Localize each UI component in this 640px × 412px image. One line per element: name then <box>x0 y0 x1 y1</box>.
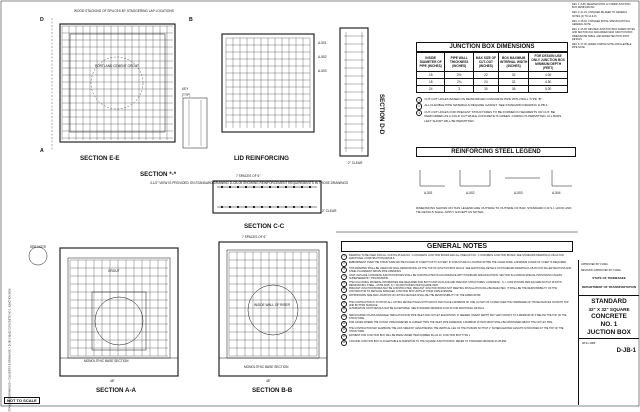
section-cc-spacing: 7 SPACES OF 6" <box>236 174 261 178</box>
bar-dot <box>221 206 223 208</box>
bar-dot <box>269 206 271 208</box>
section-bb-spacing: 7 SPACES OF 6" <box>242 235 267 239</box>
table-cell: 4.00 <box>529 72 568 79</box>
section-dd-view <box>340 28 385 165</box>
lid-rebar-grid <box>226 38 310 128</box>
table-header: MAX SIZE OF CUT-OUT (INCHES) <box>473 53 498 72</box>
junction-box-note: 1 CUT-OUT HOLES BASED ON REINFORCED CONCRETE PIPE WITH WALL TYPE "B". <box>416 97 566 103</box>
table-cell: 4.50 <box>529 79 568 86</box>
drawing-title-line: NO. 1 <box>600 320 618 328</box>
legend-mark-4: A-504 <box>552 191 561 195</box>
section-star-wall <box>183 98 207 148</box>
general-notes-list <box>341 254 573 346</box>
section-cc-title: SECTION C-C <box>244 223 285 230</box>
section-star-title: SECTION *-* <box>140 171 177 178</box>
list-item: 5 THE FOLLOWING MATERIAL PROPERTIES ARE REQUIRED FOR BOTH CAST-IN-PLACE AND PRECAST STRUCTURES: CONCRETE - f'c = 3,000 POUNDS PER SQUARE INCH AT 28 DAYS. REINFORCING STEEL - ASTM A615, Fy = 60,000 POUNDS PER SQUARE INCH. <box>341 281 573 287</box>
section-aa-monolithic: MONOLITHIC BASE SECTION <box>84 359 129 363</box>
bar-dot <box>261 206 263 208</box>
section-ee-view <box>40 9 193 162</box>
section-dd-title: SECTION D-D <box>378 94 385 135</box>
drawing-number: D-JB-1 <box>616 348 636 355</box>
drawing-title-line: JUCTION BOX <box>587 328 631 336</box>
section-ee-wall-hatch <box>62 26 173 140</box>
section-bb-pipe <box>248 285 298 335</box>
bar-dot <box>261 186 263 188</box>
drawing-title-line: CONCRETE <box>591 313 627 321</box>
not-to-scale-label: NOT TO SCALE <box>4 397 40 404</box>
junction-box-note: 3 CUT-OUT HOLES FOR PRECAST STRUCTURES TO BE FORMED IN SEGMENTS OR CUT. BE PERFORMED AS A COLD CUT WHILE CONCRETE IS GREEN. CORING IS PERMITTED. ALL BARS LEFT SHORT WILL BE PERMITTED. <box>416 110 566 123</box>
table-cell: 24 <box>473 79 498 86</box>
section-bb-dim: 48" <box>266 379 271 383</box>
legend-title: REINFORCING STEEL LEGEND <box>416 147 576 157</box>
junction-box-title: JUNCTION BOX DIMENSIONS <box>416 42 568 52</box>
section-aa-seal-detail-circle <box>29 247 47 265</box>
table-cell: 30 <box>473 86 498 93</box>
lid-mark-1: A-501 <box>318 41 327 45</box>
list-item: 6 PRECAST JUNCTION BOXES MAY BE CONSTRUCTED. PRECAST JUNCTION BOXES NOT MEETING INSTALLATION WILL BE REJECTED. IT SHALL BE THE RESPONSIBILITY OF THE CONTRACTOR TO REPLACE DAMAGED JUNCTION BOX UNITS AT THEIR OWN EXPENSE. <box>341 287 573 293</box>
table-header: FOR DESIGN USE ONLY JUNCTION BOX MINIMUM DEPTH (FEET) <box>529 53 568 72</box>
bar-dot <box>237 186 239 188</box>
section-aa-pipe-opening <box>92 292 146 350</box>
table-header: PIPE WALL THICKNESS (INCHES) <box>445 53 473 72</box>
revision-4: REV. 4: 05-95; REVISED JUNCTION BOX ADDED NOTES AND SECTION D-D AND ADDED NEW JUNCTION BOX DIMENSIONS TABLE, AND ADDED SECTION JOINT DETAILS <box>572 28 635 41</box>
table-cell: 36 <box>498 86 528 93</box>
section-aa-dim: 48" <box>110 379 115 383</box>
list-item: 13 PAYMENT FOR JUNCTION BOX WILL BE MADE UNDER ITEM NUMBER 611-04.10, JUNCTION BOX TYPE 1. <box>342 333 471 338</box>
bar-dot <box>221 186 223 188</box>
bar-dot <box>245 186 247 188</box>
pipe-key-callout: KEY <box>182 87 189 91</box>
section-aa-grout: GROUT <box>108 269 120 273</box>
table-cell: 5.00 <box>529 86 568 93</box>
department-name: DEPARTMENT OF TRANSPORTATION <box>582 284 636 289</box>
table-header: INSIDE DIAMETER OF PIPE (INCHES) <box>417 53 445 72</box>
bar-dot <box>309 206 311 208</box>
list-item: 3 THIS DRAWING SHALL BE USED FOR WALL REINFORCING OF THE TOP OF JUNCTION BOX WALLS. SEE ADDITIONAL DETAILS ON STANDARD DRAWING D-CB-05 FOR TALLER SECTIONS AND STEEL PLACEMENT ABOVE PIPE OPENINGS. <box>341 267 573 273</box>
list-item: 7 APPROPRIATE SIZE AND LOCATION OF LIFTING DEVICES SHALL BE THE RESPONSIBILITY OF THE FABRICATOR. <box>341 294 573 300</box>
list-item: 4 CAST-IN-PLACE CONCRETE JUNCTION BOXES SHALL BE CONSTRUCTED IN ACCORDANCE WITH STANDARD SPECIFICATIONS, SECTION 611 AND/OR SPECIAL PROVISIONS UNLESS SUPERSEDED BY THIS DRAWING. <box>341 274 573 280</box>
section-bb-view <box>219 235 327 394</box>
lid-mark-3: A-503 <box>318 69 327 73</box>
revision-2: REV. 2: 01-91; CHANGED RE-FEED TO GENERAL NOTES (3) TO 14 & 15 <box>572 11 628 18</box>
list-item: 10 SEE ROADWAY PLANS DRAINAGE TABULATION FOR PIPE INLET AND OUTLET ELEVATIONS. IF NEEDED, INVERT DEPTH MAY VARY FROM 5' TO A MINIMUM OF 3' BELOW THE TOP OF THE STRUCTURE. <box>342 313 567 320</box>
section-bb-inside-wall: INSIDE WALL OF RISER <box>254 303 290 307</box>
table-row <box>417 86 568 93</box>
table-cell: 2½ <box>445 72 473 79</box>
section-dd-clear: 2" CLEAR <box>348 161 363 165</box>
table-header: BOX MAXIMUM INTERNAL WIDTH (INCHES) <box>498 53 528 72</box>
section-dd-ties <box>344 36 364 148</box>
bar-dot <box>277 206 279 208</box>
list-item: 1 DRAWING TO BE USED FOR ALL CAST-IN-PLACE NO. 1 CONCRETE JUNCTION BOXES AND ALL PRECAST NO. 1 CONCRETE JUNCTION BOXES. SEE STANDARD DRAWING D-CB-16 FOR ADDITIONAL CONSTRUCTION DETAILS. <box>341 254 573 260</box>
revision-block <box>572 3 636 51</box>
reinforcing-steel-legend <box>416 147 576 215</box>
bar-dot <box>285 206 287 208</box>
bar-dot <box>253 206 255 208</box>
bar-dot <box>285 186 287 188</box>
bar-dot <box>237 206 239 208</box>
cut-marker-d: D <box>40 17 44 23</box>
revision-3: REV. 3: 08-92; CHANGED INITIAL SPECIFICATION & GENERAL NOTE <box>572 19 630 27</box>
list-item: 11 FOR CASES WHERE THE OUTLET PIPE DIAMETER IS LARGER THAN THE INLET PIPE DIAMETER, A MINIMUM 10 INCH DROP SHALL BE MAINTAINED ABOUT THE OUTLET PIPE. <box>342 320 553 325</box>
section-aa-view <box>29 245 178 394</box>
list-item: 9 ALTERNATIVE JOINT DETAILS MAY BE ACCEPTABLE. SEE STANDARD DRAWING D-CB-06 FOR ADDITIONAL DETAILS. <box>341 307 573 313</box>
bar-dot <box>277 186 279 188</box>
section-bb-title: SECTION B-B <box>252 387 293 394</box>
cut-marker-b: B <box>189 17 193 23</box>
section-cc-clear: 2" CLEAR <box>322 209 337 213</box>
file-path-margin: STANDARD DRAWINGS > CULVERTS & DRAINAGE > D-JB-1 32x32 CONCRETE NO 1 JUNCTION BOX <box>8 288 12 412</box>
bar-dot <box>293 186 295 188</box>
table-row <box>417 72 568 79</box>
approved-revision: REVISION APPROVED BY FHWA <box>581 269 621 272</box>
table-cell: 18 <box>417 79 445 86</box>
section-bb-monolithic: MONOLITHIC BASE SECTION <box>244 365 289 369</box>
general-notes-title: GENERAL NOTES <box>341 241 573 252</box>
table-cell: 2¾ <box>445 79 473 86</box>
section-aa-outline <box>60 248 178 376</box>
general-notes <box>341 241 573 347</box>
section-cc-slab <box>213 181 321 213</box>
section-ee-inner-wall <box>70 34 165 132</box>
drawing-date: 08-01-1986 <box>582 342 596 346</box>
bar-dot <box>245 206 247 208</box>
section-star-note: 3-1/2" VIEW IS PROVIDED ON STANDARD DRAWING D-CB-05 SHOWING REINFORCEMENT REQUIREMENTS IN THOSE DRAWINGS <box>150 181 349 185</box>
junction-box-notes <box>416 97 566 123</box>
approved-fhwa: APPROVED BY FHWA <box>581 263 608 266</box>
table-row <box>417 79 568 86</box>
legend-mark-1: A-501 <box>424 191 433 195</box>
title-block <box>578 260 639 405</box>
section-ee-outer-wall <box>60 24 175 142</box>
lid-mark-2: A-502 <box>318 55 327 59</box>
section-ee-title: SECTION E-E <box>80 155 120 162</box>
revision-1: REV. 1: 8-88; DELETED NOTE 12 UNDER JUNCTION BOX REINFORCING <box>572 3 631 10</box>
lid-reinforcing-title: LID REINFORCING <box>234 155 289 162</box>
bar-dot <box>269 186 271 188</box>
section-aa-seal-note: SEE NOTE <box>30 245 47 249</box>
junction-box-table <box>416 52 568 93</box>
bar-dot <box>301 186 303 188</box>
portland-grout-callout: PORTLAND CEMENT GROUT <box>95 64 139 68</box>
bar-dot <box>301 206 303 208</box>
wood-stacking-callout: WOOD STACKING OF SPLICES BY STAGGERING LAP LOCATIONS <box>74 9 174 13</box>
bar-dot <box>309 186 311 188</box>
table-cell: 32 <box>498 72 528 79</box>
list-item: 14 A ROUND JUNCTION BOX IS ACCEPTABLE ALTERNATIVE TO THE SQUARE JUNCTION BOX. REFER TO STANDARD DRAWING D-CB-05R. <box>342 340 507 345</box>
table-cell: 3 <box>445 86 473 93</box>
section-aa-pipe <box>95 297 143 345</box>
table-cell: 15 <box>417 72 445 79</box>
section-aa-title: SECTION A-A <box>96 387 136 394</box>
legend-mark-2: A-502 <box>466 191 475 195</box>
bar-dot <box>229 206 231 208</box>
cut-marker-a: A <box>40 148 44 154</box>
table-cell: 22 <box>473 72 498 79</box>
lid-reinforcing-view <box>222 34 327 162</box>
drawing-title <box>579 295 639 339</box>
state-name: STATE OF TENNESSEE <box>592 276 626 280</box>
table-cell: 32 <box>498 79 528 86</box>
table-header-row <box>417 53 568 72</box>
drawing-title-line: STANDARD <box>591 298 627 306</box>
junction-box-note: 2 ALL FLEXIBLE PIPE MATERIALS REQUIRE GASKET. SEE STANDARD DRAWING D-PB-1. <box>416 103 566 109</box>
bar-dot <box>293 206 295 208</box>
section-aa-rebar-grid <box>70 260 168 356</box>
table-cell: 24 <box>417 86 445 93</box>
drawing-title-line: 32" X 32" SQUARE <box>588 306 630 312</box>
legend-mark-3: A-503 <box>514 191 523 195</box>
list-item: 2 EMBANKMENT OVER THE STRUCTURE MAY BE PLACED AT A DEPTH UP TO 16 FEET. IF STRUCTURE IS LOCATED WITHIN THE CLEAR ZONE, A MINIMUM COVER OF 3 FEET IS REQUIRED. <box>341 261 573 267</box>
junction-box-dimensions <box>416 42 568 93</box>
bar-dot <box>229 186 231 188</box>
revision-5: REV. 5: 07-00; ADDED CORING NOTE AND FLEXIBLE PIPE NOTE <box>572 43 632 50</box>
list-item: 8 THE CONTRACTOR IS TO PATCH ALL LIFTING DEVICE HOLES WITH GROUT AND PLACE A MINIMUM OF ONE (1) INCH OF COVER OVER THE HARDWARE OF THOSE DEVICES ON BOTH TOP AND BOTTOM SURFACE. <box>341 301 573 307</box>
legend-caption: DIMENSIONS SHOWN ON THIS LEGEND ARE OUTSIDE TO OUTSIDE OF BAR. STANDARD C.R.S.I. HOOK AND TIE DETAILS SHALL APPLY, EXCEPT AS NOTED. <box>416 206 572 214</box>
typ-callout: (TYP) <box>182 93 191 97</box>
section-cc-bar-dots <box>221 186 311 208</box>
bar-dot <box>253 186 255 188</box>
list-item: 12 THE CONTRACTOR MAY ELIMINATE THE LIDS SIDED BY LENGTHENING THE VERTICAL LEG OF THE HS BARS SO THAT 1" SCHEDULED BAR LENGTH IS PROVIDED AT THE TOP OF THE STRUCTURE. <box>342 327 564 334</box>
